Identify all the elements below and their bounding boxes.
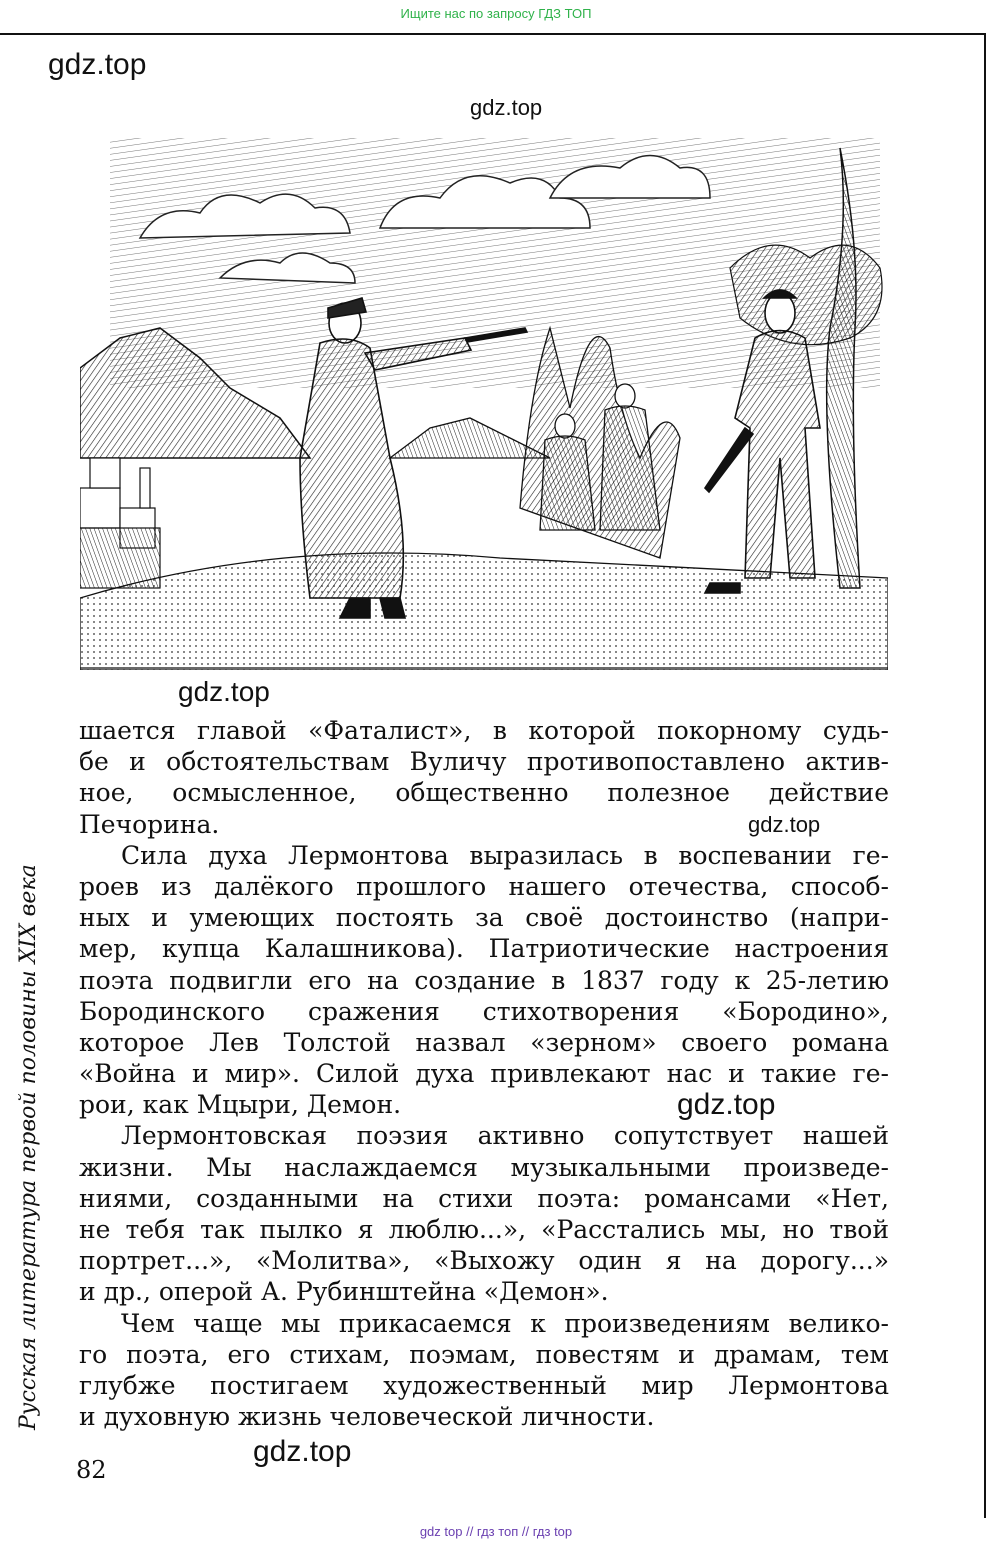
watermark: gdz.top <box>48 48 147 81</box>
text-line: ниями, созданными на стихи поэта: романсами «Нет, <box>79 1183 889 1213</box>
text-line: «Война и мир». Силой духа привлекают нас и такие ге- <box>79 1059 889 1089</box>
text-line: и др., оперой А. Рубинштейна «Демон». <box>79 1277 609 1307</box>
text-line: ных и умеющих постоять за своё достоинство (напри- <box>79 903 889 933</box>
duel-engraving-illustration <box>80 128 888 670</box>
top-rule <box>0 33 985 35</box>
text-line: Лермонтовская поэзия активно сопутствует нашей <box>121 1121 889 1151</box>
text-line: Сила духа Лермонтова выразилась в воспевании ге- <box>121 840 889 870</box>
watermark: gdz.top <box>470 95 543 120</box>
text-line: го поэта, его стихам, поэмам, повестям и драмам, тем <box>79 1339 889 1369</box>
text-line: ное, осмысленное, общественно полезное действие <box>79 778 889 808</box>
watermark: gdz.top <box>253 1435 352 1468</box>
text-line: не тебя так пылко я люблю...», «Расстались мы, но твой <box>79 1215 889 1244</box>
text-line: поэта подвигли его на создание в 1837 году к 25-летию <box>79 965 889 995</box>
text-line: Чем чаще мы прикасаемся к произведениям велико- <box>121 1308 889 1338</box>
text-line: шается главой «Фаталист», в которой покорному судь- <box>79 716 889 745</box>
text-line: бе и обстоятельствам Вуличу противопоставлено актив- <box>79 747 889 777</box>
top-banner[interactable]: Ищите нас по запросу ГДЗ ТОП <box>400 6 592 21</box>
watermark: gdz.top <box>677 1088 776 1121</box>
bottom-banner[interactable]: gdz top // гдз топ // гдз top <box>419 1524 573 1539</box>
text-line: и духовную жизнь человеческой личности. <box>79 1402 655 1432</box>
text-line: которое Лев Толстой назвал «зерном» своего романа <box>79 1027 889 1057</box>
text-line: мер, купца Калашникова). Патриотические настроения <box>79 934 889 964</box>
text-line: роев из далёкого прошлого нашего отечества, способ- <box>79 871 889 901</box>
text-line: портрет...», «Молитва», «Выхожу один я на дорогу...» <box>79 1246 889 1276</box>
side-caption: Русская литература первой половины XIX века <box>16 864 41 1430</box>
text-line: глубже постигаем художественный мир Лермонтова <box>79 1370 889 1400</box>
text-line: рои, как Мцыри, Демон. <box>79 1090 402 1120</box>
page-number: 82 <box>76 1456 107 1484</box>
text-line: жизни. Мы наслаждаемся музыкальными произведе- <box>79 1152 889 1182</box>
text-line: Печорина. <box>79 809 220 839</box>
right-rule <box>984 33 986 1518</box>
watermark: gdz.top <box>748 812 821 837</box>
watermark: gdz.top <box>178 676 270 707</box>
text-line: Бородинского сражения стихотворения «Бородино», <box>79 996 889 1026</box>
